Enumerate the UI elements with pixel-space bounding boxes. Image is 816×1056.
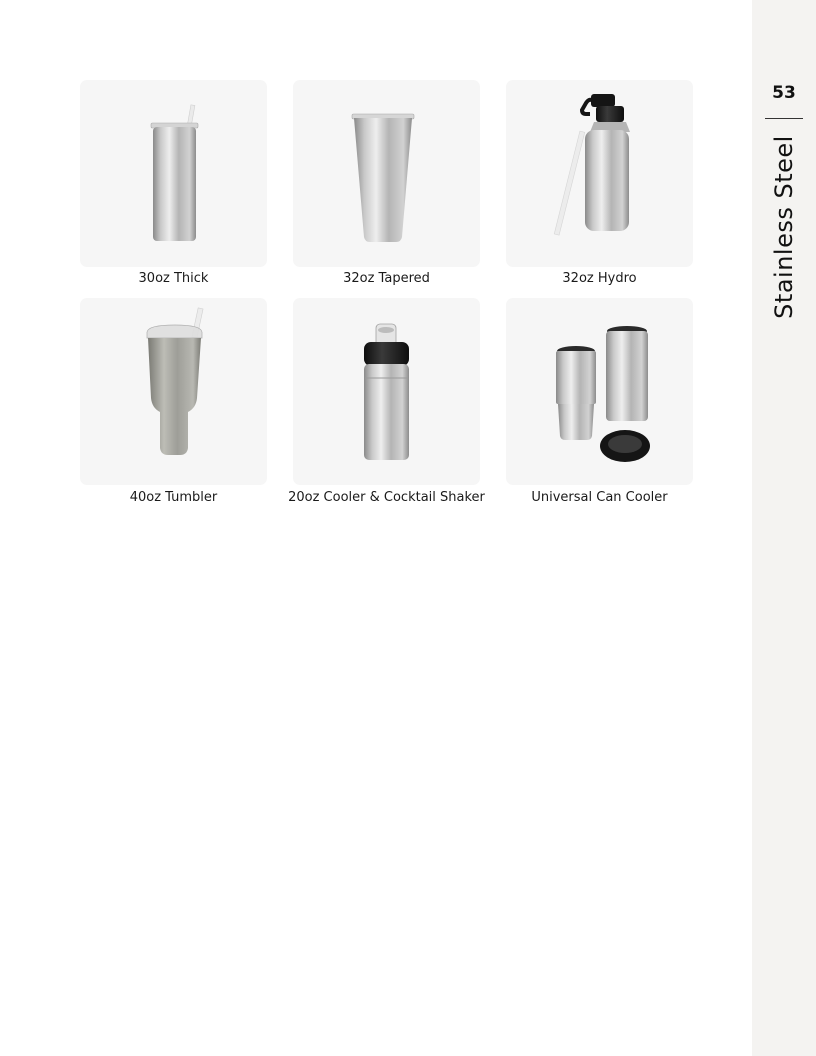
skinny-tumbler-icon <box>80 80 267 267</box>
product-caption: 20oz Cooler & Cocktail Shaker <box>288 490 485 505</box>
large-tumbler-icon <box>80 298 267 485</box>
page-number: 53 <box>772 83 796 103</box>
water-bottle-icon <box>506 80 693 267</box>
can-cooler-icon <box>506 298 693 485</box>
section-title: Stainless Steel <box>770 135 798 319</box>
cooler-shaker-icon <box>293 298 480 485</box>
product-card-30oz-thick[interactable] <box>80 80 267 267</box>
product-caption: 40oz Tumbler <box>129 490 218 505</box>
product-card-20oz-cooler-shaker[interactable] <box>293 298 480 485</box>
section-divider <box>765 118 803 119</box>
sidebar <box>752 0 816 1056</box>
product-caption: 32oz Hydro <box>562 271 637 286</box>
product-card-32oz-tapered[interactable] <box>293 80 480 267</box>
product-card-32oz-hydro[interactable] <box>506 80 693 267</box>
product-card-40oz-tumbler[interactable] <box>80 298 267 485</box>
tapered-tumbler-icon <box>293 80 480 267</box>
product-caption: 32oz Tapered <box>343 271 430 286</box>
product-card-universal-can-cooler[interactable] <box>506 298 693 485</box>
product-caption: 30oz Thick <box>138 271 209 286</box>
product-caption: Universal Can Cooler <box>531 490 668 505</box>
